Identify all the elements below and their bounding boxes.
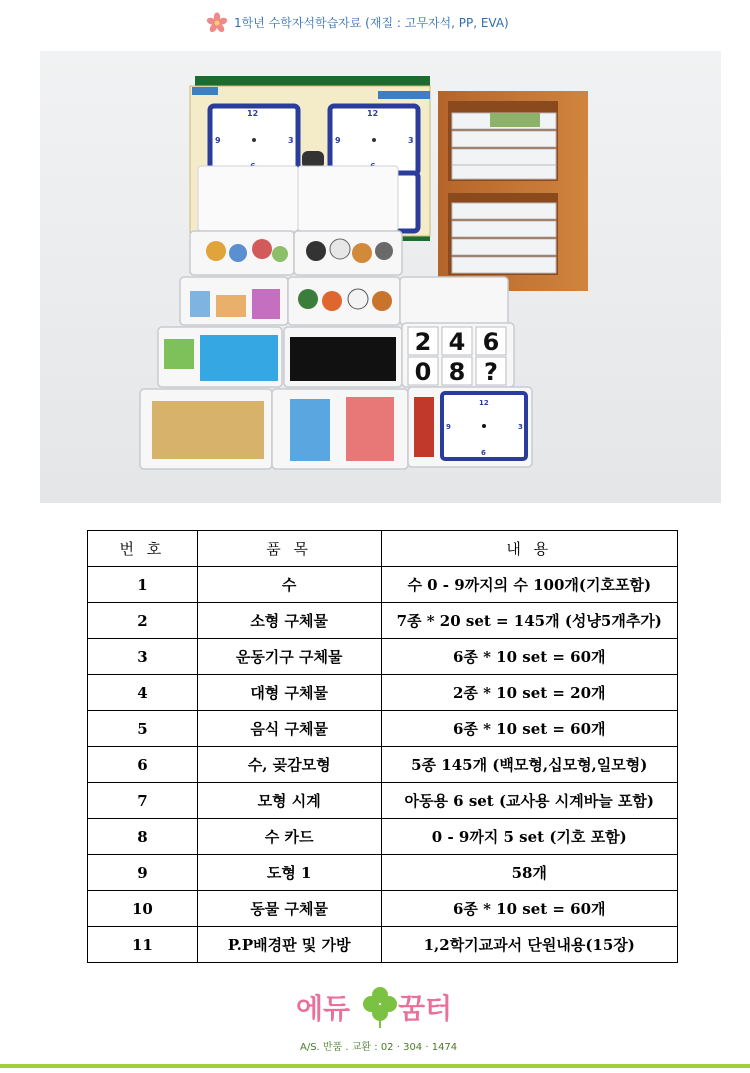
number-card-question: ? [484, 358, 498, 386]
row-content: 5종 145개 (백모형,십모형,일모형) [381, 747, 678, 783]
logo-text-left: 에듀 [296, 992, 351, 1025]
board-clock-number-9: 9 [215, 136, 221, 145]
row-item: 수 [197, 567, 381, 603]
number-card-6: 6 [482, 328, 500, 356]
open-lids [198, 166, 398, 231]
row-number: 8 [88, 819, 198, 855]
board-clock-number-3: 3 [288, 136, 294, 145]
row-number: 10 [88, 891, 198, 927]
logo-text-right: 꿈터 [398, 992, 453, 1025]
table-row [88, 675, 678, 711]
row-content: 6종 * 10 set = 60개 [381, 639, 678, 675]
board-clock-number-12: 12 [367, 109, 379, 118]
row-content: 수 0 - 9까지의 수 100개(기호포함) [381, 567, 678, 603]
model-clock-number-6: 6 [481, 449, 486, 457]
row-item: 운동기구 구체물 [197, 639, 381, 675]
table-header-row [88, 531, 678, 567]
header-content: 내 용 [381, 531, 678, 567]
row-content: 0 - 9까지 5 set (기호 포함) [381, 819, 678, 855]
clover-icon [363, 987, 397, 1028]
row-item: 수 카드 [197, 819, 381, 855]
row-content: 58개 [381, 855, 678, 891]
page-title: 1학년 수학자석학습자료 (재질 : 고무자석, PP, EVA) [234, 16, 509, 30]
row-item: 도형 1 [197, 855, 381, 891]
row-content: 아동용 6 set (교사용 시계바늘 포함) [381, 783, 678, 819]
row-number: 3 [88, 639, 198, 675]
model-clock-number-9: 9 [446, 423, 451, 431]
table-row [88, 783, 678, 819]
row-item: 소형 구체물 [197, 603, 381, 639]
number-card-8: 8 [448, 358, 466, 386]
row-number: 11 [88, 927, 198, 963]
row-content: 6종 * 10 set = 60개 [381, 891, 678, 927]
product-photo-illustration [40, 51, 721, 503]
table-row [88, 819, 678, 855]
wooden-shelf [438, 91, 588, 291]
model-clock-number-3: 3 [518, 423, 523, 431]
product-photo [40, 51, 721, 503]
row-item: 음식 구체물 [197, 711, 381, 747]
bottom-divider [0, 1064, 750, 1068]
board-clock-number-9: 9 [335, 136, 341, 145]
table-row [88, 567, 678, 603]
row-item: 대형 구체물 [197, 675, 381, 711]
table-row [88, 747, 678, 783]
page-header [0, 0, 750, 46]
board-clock-number-12: 12 [247, 109, 259, 118]
row-number: 4 [88, 675, 198, 711]
number-card-2: 2 [414, 328, 432, 356]
row-number: 9 [88, 855, 198, 891]
row-number: 5 [88, 711, 198, 747]
as-contact: A/S. 반품 . 교환 : 02 · 304 · 1474 [300, 1042, 458, 1053]
row-number: 1 [88, 567, 198, 603]
edu-kkumteo-logo [290, 980, 470, 1030]
spec-table [87, 530, 678, 963]
row-content: 6종 * 10 set = 60개 [381, 711, 678, 747]
row-content: 1,2학기교과서 단원내용(15장) [381, 927, 678, 963]
row-item: 수, 곶감모형 [197, 747, 381, 783]
row-number: 7 [88, 783, 198, 819]
row-item: P.P배경판 및 가방 [197, 927, 381, 963]
header-item: 품 목 [197, 531, 381, 567]
row-number: 6 [88, 747, 198, 783]
number-card-0: 0 [414, 358, 432, 386]
row-item: 모형 시계 [197, 783, 381, 819]
row-number: 2 [88, 603, 198, 639]
number-card-4: 4 [448, 328, 466, 356]
flower-icon [206, 12, 228, 34]
row-content: 2종 * 10 set = 20개 [381, 675, 678, 711]
header-number: 번 호 [88, 531, 198, 567]
row-content: 7종 * 20 set = 145개 (성냥5개추가) [381, 603, 678, 639]
board-clock-number-3: 3 [408, 136, 414, 145]
table-row [88, 603, 678, 639]
table-row [88, 711, 678, 747]
table-row [88, 639, 678, 675]
table-row [88, 855, 678, 891]
table-row [88, 891, 678, 927]
model-clock-number-12: 12 [479, 399, 489, 407]
table-row [88, 927, 678, 963]
row-item: 동물 구체물 [197, 891, 381, 927]
